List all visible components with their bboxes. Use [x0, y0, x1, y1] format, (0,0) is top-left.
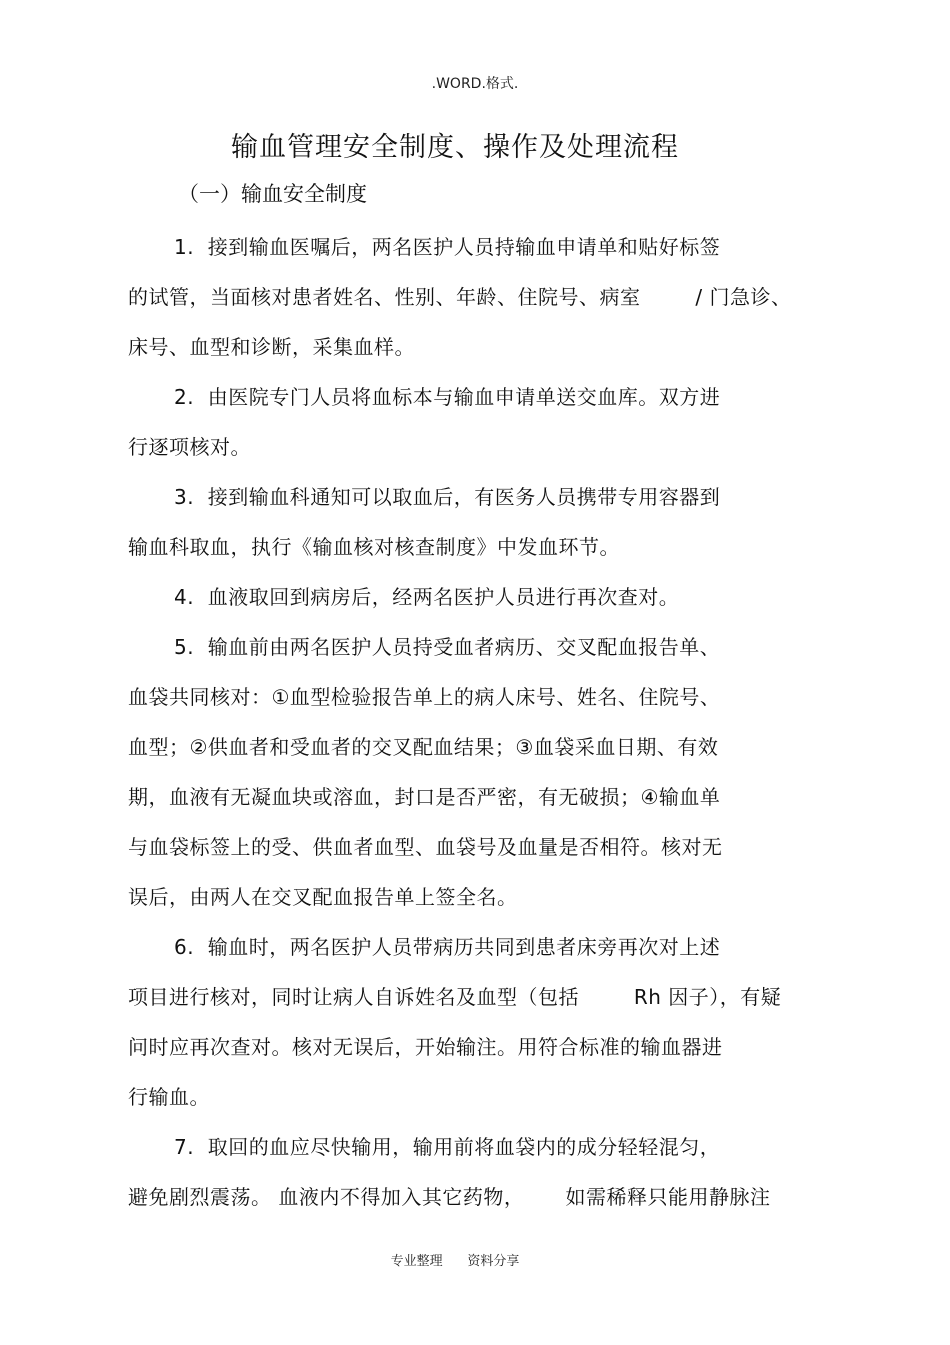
body-line: 避免剧烈震荡。 血液内不得加入其它药物， 如需稀释只能用静脉注: [128, 1185, 771, 1209]
body-line: 床号、血型和诊断，采集血样。: [128, 335, 415, 359]
body-line: 4. 血液取回到病房后，经两名医护人员进行再次查对。: [174, 585, 680, 609]
body-line: 6. 输血时，两名医护人员带病历共同到患者床旁再次对上述: [174, 935, 721, 959]
body-line: 项目进行核对，同时让病人自诉姓名及血型（包括 Rh 因子），有疑: [128, 985, 782, 1009]
body-line: 行逐项核对。: [128, 435, 251, 459]
header-watermark: .WORD.格式.: [431, 76, 519, 92]
document-title: 输血管理安全制度、操作及处理流程: [231, 132, 679, 163]
body-line: 与血袋标签上的受、供血者血型、血袋号及血量是否相符。核对无: [128, 835, 723, 859]
body-line: 期，血液有无凝血块或溶血，封口是否严密，有无破损；④输血单: [128, 785, 721, 809]
body-line: 5. 输血前由两名医护人员持受血者病历、交叉配血报告单、: [174, 635, 721, 659]
body-line: 输血科取血，执行《输血核对核查制度》中发血环节。: [128, 535, 620, 559]
body-line: 3. 接到输血科通知可以取血后，有医务人员携带专用容器到: [174, 485, 721, 509]
body-line: 2. 由医院专门人员将血标本与输血申请单送交血库。双方进: [174, 385, 721, 409]
body-line: 的试管，当面核对患者姓名、性别、年龄、住院号、病室 / 门急诊、: [128, 285, 792, 309]
footer-watermark: 专业整理 资料分享: [390, 1254, 520, 1269]
body-line: 行输血。: [128, 1085, 210, 1109]
body-line: 1. 接到输血医嘱后，两名医护人员持输血申请单和贴好标签: [174, 235, 721, 259]
section-title: （一）输血安全制度: [178, 182, 367, 206]
body-line: 问时应再次查对。核对无误后，开始输注。用符合标准的输血器进: [128, 1035, 723, 1059]
body-line: 7. 取回的血应尽快输用，输用前将血袋内的成分轻轻混匀，: [174, 1135, 721, 1159]
body-line: 血型；②供血者和受血者的交叉配血结果；③血袋采血日期、有效: [128, 735, 719, 759]
body-line: 血袋共同核对：①血型检验报告单上的病人床号、姓名、住院号、: [128, 685, 721, 709]
body-line: 误后，由两人在交叉配血报告单上签全名。: [128, 885, 518, 909]
